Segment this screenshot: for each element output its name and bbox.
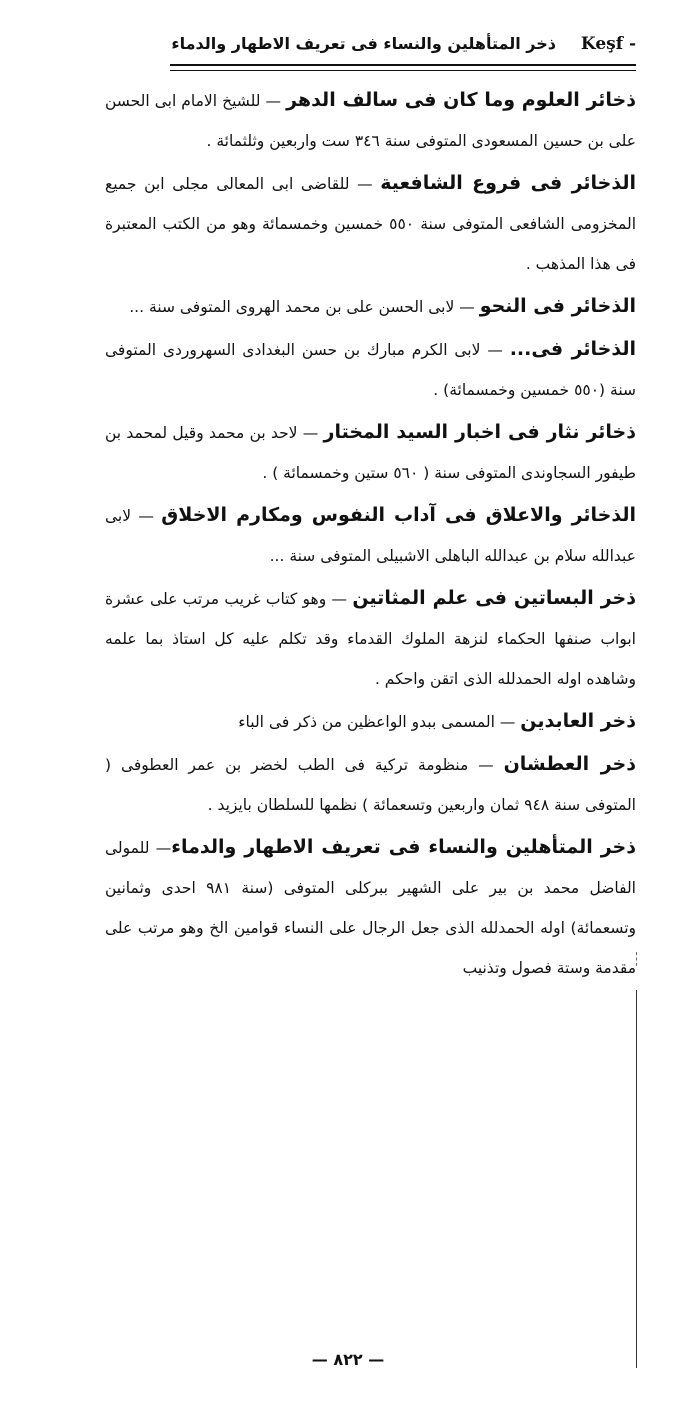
entry-title: ذخر العطشان [503,753,636,775]
entry-title: الذخائر والاعلاق فى آداب النفوس ومكارم الاخلاق [161,504,636,526]
entry-text: — للشيخ الامام ابى الحسن على بن حسين المسعودى المتوفى سنة ٣٤٦ ست واربعين وثلثمائة . [105,92,636,150]
entry-text: — لابى الكرم مبارك بن حسن البغدادى السهروردى المتوفى سنة (٥٥٠ خمسين وخمسمائة) . [105,341,636,399]
entry-text: — وهو كتاب غريب مرتب على عشرة ابواب صنفها الحكماء لنزهة الملوك القدماء وقد تكلم عليه كل استاذ بما علمه وشاهده اوله الحمدلله الذى اتقن واحكم . [105,590,636,688]
entry-text: — لابى عبدالله سلام بن عبدالله الباهلى الاشبيلى المتوفى سنة ... [105,507,636,565]
entry-text: — لابى الحسن على بن محمد الهروى المتوفى سنة ... [129,298,480,316]
entry [105,744,636,825]
entry-title: الذخائر فى فروع الشافعية [380,172,636,194]
running-title: ذخر المتأهلين والنساء فى تعريف الاطهار والدماء [171,34,556,53]
entry [105,412,636,493]
entry-title: ذخائر نثار فى اخبار السيد المختار [323,421,636,443]
margin-line [636,990,637,1368]
entry [105,80,636,161]
entry-title: ذخر المتأهلين والنساء فى تعريف الاطهار والدماء [171,836,636,858]
entry-title: ذخائر العلوم وما كان فى سالف الدهر [286,89,636,111]
kesf-label: Keşf - [580,34,636,54]
page-number: — ٨٢٢ — [311,1350,385,1369]
entry [105,701,636,742]
entry-text: — للمولى الفاضل محمد بن بير على الشهير ببركلى المتوفى (سنة ٩٨١ احدى وثمانين وتسعمائة) اوله الحمدلله الذى جعل الرجال على النساء قوامين الخ وهو مرتب على مقدمة وستة فصول وتذنيب [105,839,636,977]
entry-title: ذخر العابدين [520,710,636,732]
entry [105,286,636,327]
entries-column [105,80,636,990]
entry [105,578,636,699]
entry [105,163,636,284]
header-rule-thin [170,70,636,71]
page-header [170,30,636,60]
entry [105,495,636,576]
margin-dash [636,952,637,966]
entry-text: — لاحد بن محمد وقيل لمحمد بن طيفور السجاوندى المتوفى سنة ( ٥٦٠ ستين وخمسمائة ) . [105,424,636,482]
entry-title: الذخائر فى... [509,338,636,360]
entry [105,329,636,410]
entry-title: ذخر البساتين فى علم المثاتين [352,587,636,609]
header-rule-thick [170,64,636,66]
entry-text: — منظومة تركية فى الطب لخضر بن عمر العطوفى ( المتوفى سنة ٩٤٨ ثمان واربعين وتسعمائة ) نظمها للسلطان بايزيد . [105,756,636,814]
entry-title: الذخائر فى النحو [479,295,636,317]
entry [105,827,636,988]
entry-text: — المسمى ببدو الواعظين من ذكر فى الباء [238,713,521,731]
entry-text: — للقاضى ابى المعالى مجلى ابن جميع المخزومى الشافعى المتوفى سنة ٥٥٠ خمسين وخمسمائة وهو من الكتب المعتبرة فى هذا المذهب . [105,175,636,273]
